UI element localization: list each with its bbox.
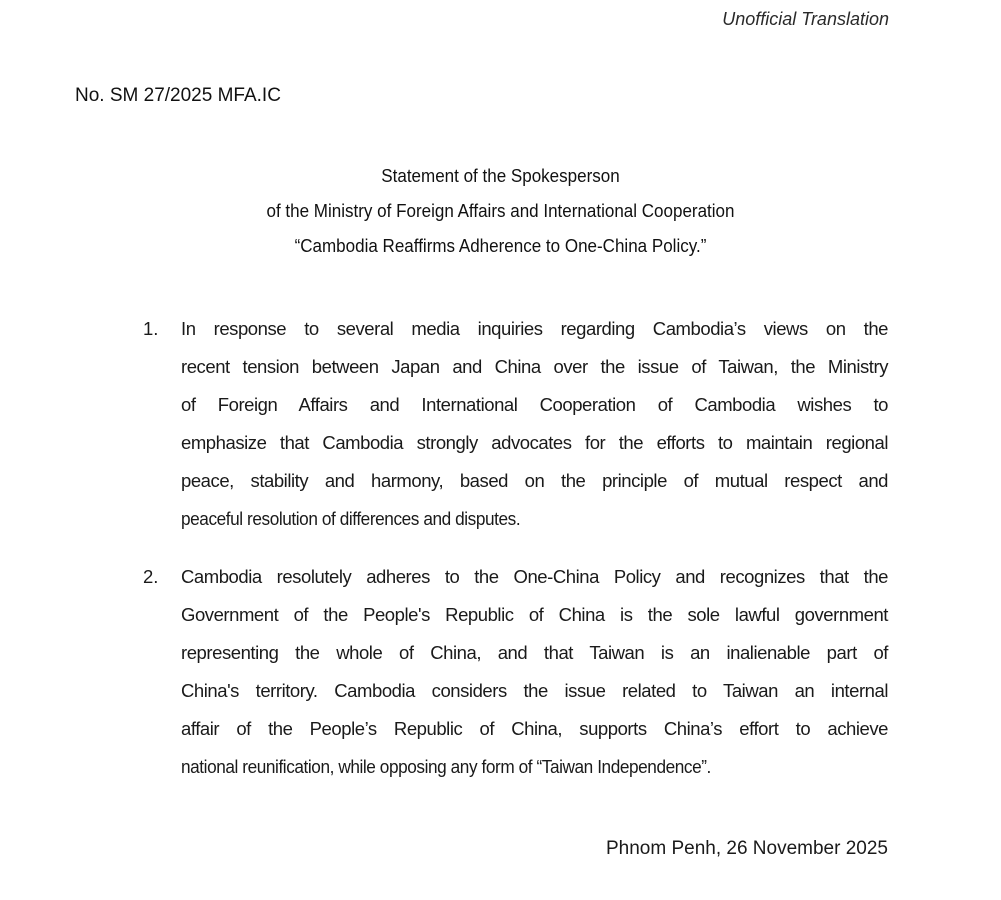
paragraph-1 xyxy=(143,310,888,538)
paragraph-line: In response to several media inquiries regarding Cambodia’s views on the xyxy=(181,318,888,339)
paragraph-line: Cambodia resolutely adheres to the One-China Policy and recognizes that the xyxy=(181,566,888,587)
paragraph-line: China's territory. Cambodia considers the issue related to Taiwan an internal xyxy=(181,680,888,701)
paragraph-line: of Foreign Affairs and International Cooperation of Cambodia wishes to xyxy=(181,394,888,415)
title-line-3: “Cambodia Reaffirms Adherence to One-China Policy.” xyxy=(294,235,707,256)
title-line-1: Statement of the Spokesperson xyxy=(381,165,620,186)
paragraph-number: 1. xyxy=(143,318,159,339)
paragraph-number: 2. xyxy=(143,566,159,587)
reference-number: No. SM 27/2025 MFA.IC xyxy=(75,85,281,106)
paragraph-line: recent tension between Japan and China over the issue of Taiwan, the Ministry xyxy=(181,356,888,377)
paragraph-line: peace, stability and harmony, based on the principle of mutual respect and xyxy=(181,470,888,491)
paragraph-2 xyxy=(143,558,888,786)
place-and-date: Phnom Penh, 26 November 2025 xyxy=(605,838,888,859)
paragraph-line: peaceful resolution of differences and disputes. xyxy=(181,508,521,529)
paragraph-line: emphasize that Cambodia strongly advocates for the efforts to maintain regional xyxy=(181,432,888,453)
title-line-2: of the Ministry of Foreign Affairs and International Cooperation xyxy=(266,200,735,221)
paragraph-body xyxy=(181,310,888,538)
paragraph-line: Government of the People's Republic of China is the sole lawful government xyxy=(181,604,888,625)
paragraph-line: affair of the People’s Republic of China, supports China’s effort to achieve xyxy=(181,718,888,739)
paragraph-line: national reunification, while opposing any form of “Taiwan Independence”. xyxy=(181,756,711,777)
paragraph-line: representing the whole of China, and that Taiwan is an inalienable part of xyxy=(181,642,888,663)
statement-title xyxy=(0,158,1001,263)
paragraph-body xyxy=(181,558,888,786)
unofficial-translation-note: Unofficial Translation xyxy=(722,9,889,29)
